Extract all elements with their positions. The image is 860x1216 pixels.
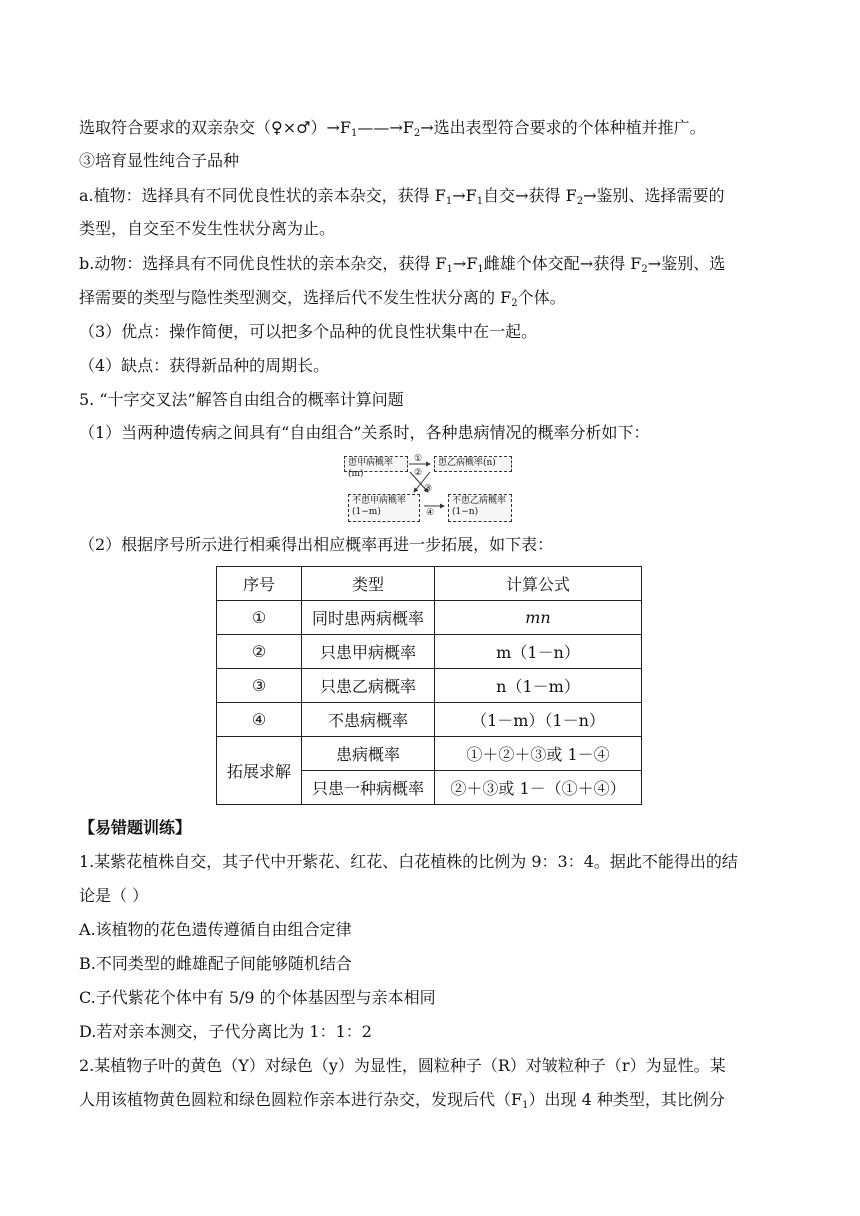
table-cell: （1－m）（1－n）: [435, 703, 642, 737]
table-row: [217, 737, 642, 771]
table-cell: 同时患两病概率: [302, 601, 435, 635]
advantage-line: （3）优点：操作简便，可以把多个品种的优良性状集中在一起。: [79, 322, 538, 341]
option-a: A.该植物的花色遗传遵循自由组合定律: [79, 920, 352, 939]
table-row: [217, 601, 642, 635]
paragraph-line: 类型，自交至不发生性状分离为止。: [79, 219, 336, 238]
paragraph-line: a.植物：选择具有不同优良性状的亲本杂交，获得 $F_1\to F_1$自交→获得 $F_2\to$鉴别、选择需要的: [79, 186, 725, 207]
table-cell: 只患乙病概率: [302, 669, 435, 703]
table-cell: m（1－n）: [435, 635, 642, 669]
diagram-box-d: 不患乙病概率 (1−n): [448, 494, 512, 522]
table-cell: n（1－m）: [435, 669, 642, 703]
header-cell: 类型: [302, 567, 435, 601]
paragraph-line: 择需要的类型与隐性类型测交，选择后代不发生性状分离的 $F_2$个体。: [79, 288, 566, 309]
table-cell: ②: [217, 635, 302, 669]
table-cell: ④: [217, 703, 302, 737]
table-header-row: [217, 567, 642, 601]
table-cell: ②＋③或 1－（①＋④）: [435, 771, 642, 805]
header-cell: 计算公式: [435, 567, 642, 601]
table-cell: 只患甲病概率: [302, 635, 435, 669]
table-cell: 拓展求解: [217, 737, 302, 805]
table-row: [217, 703, 642, 737]
option-b: B.不同类型的雌雄配子间能够随机结合: [79, 954, 352, 973]
diagram-box-c: 不患甲病概率 (1−m): [348, 494, 420, 522]
option-c: C.子代紫花个体中有 5/9 的个体基因型与亲本相同: [79, 988, 436, 1007]
section-heading: 5. “十字交叉法”解答自由组合的概率计算问题: [79, 390, 404, 409]
question-1-line: 论是（ ）: [79, 886, 149, 905]
diagram-box-a: 患甲病概率(m): [344, 456, 408, 472]
table-cell: ①: [217, 601, 302, 635]
question-1-line: 1.某紫花植株自交，其子代中开紫花、红花、白花植株的比例为 9：3：4。据此不能得出的结: [79, 852, 738, 871]
table-cell: 患病概率: [302, 737, 435, 771]
diagram-num-2: ②: [414, 468, 423, 478]
cross-method-diagram: [344, 454, 516, 524]
table-cell: 只患一种病概率: [302, 771, 435, 805]
step-heading: ③培育显性纯合子品种: [79, 151, 240, 170]
paragraph-line: 选取符合要求的双亲杂交$(♀\times♂)\to F_1——\to F_2\to$选出表型符合要求的个体种植并推广。: [79, 118, 706, 139]
table-cell: 不患病概率: [302, 703, 435, 737]
table-row: [217, 669, 642, 703]
diagram-box-b: 患乙病概率(n): [434, 456, 512, 472]
disadvantage-line: （4）缺点：获得新品种的周期长。: [79, 356, 330, 375]
question-2-line: 2.某植物子叶的黄色（Y）对绿色（y）为显性，圆粒种子（R）对皱粒种子（r）为显性。某: [79, 1056, 726, 1075]
table-cell: ③: [217, 669, 302, 703]
diagram-num-4: ④: [426, 508, 435, 518]
question-2-line: 人用该植物黄色圆粒和绿色圆粒作亲本进行杂交，发现后代$(F_1)$出现 4 种类型，其比例分: [79, 1090, 725, 1111]
option-d: D.若对亲本测交，子代分离比为 1：1：2: [79, 1022, 372, 1041]
paragraph-line: （2）根据序号所示进行相乘得出相应概率再进一步拓展，如下表：: [79, 535, 554, 554]
diagram-num-1: ①: [414, 454, 423, 464]
exercise-heading: 【易错题训练】: [79, 818, 192, 837]
table-row: [217, 635, 642, 669]
table-cell: ①＋②＋③或 1－④: [435, 737, 642, 771]
paragraph-line: b.动物：选择具有不同优良性状的亲本杂交，获得 $F_1\to F_1$雌雄个体交配→获得 $F_2\to$鉴别、选: [79, 254, 726, 275]
diagram-num-3: ③: [424, 484, 433, 494]
table-cell: mn: [435, 601, 642, 635]
header-cell: 序号: [217, 567, 302, 601]
paragraph-line: （1）当两种遗传病之间具有“自由组合”关系时，各种患病情况的概率分析如下：: [79, 423, 650, 442]
probability-table: [216, 566, 642, 805]
